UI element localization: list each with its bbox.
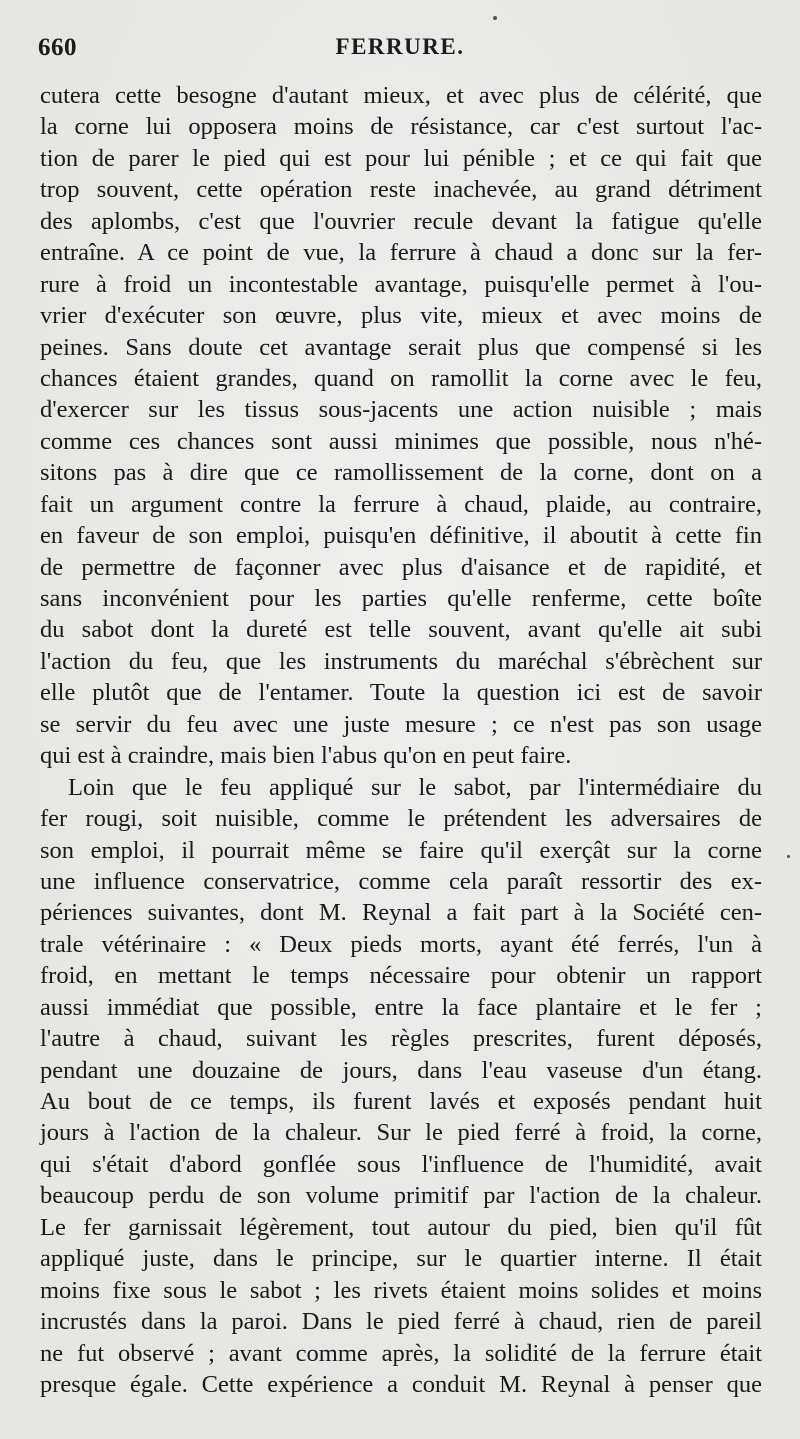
- text-line: qui est à craindre, mais bien l'abus qu'on en peut faire.: [40, 742, 572, 770]
- print-speck: [787, 855, 790, 858]
- text-line: moins fixe sous le sabot ; les rivets étaient moins solides et moins: [40, 1276, 762, 1304]
- text-line: Le fer garnissait légèrement, tout autour du pied, bien qu'il fût: [40, 1213, 762, 1241]
- text-line: du sabot dont la dureté est telle souvent, avant qu'elle ait subi: [40, 616, 762, 644]
- text-line: presque égale. Cette expérience a conduit M. Reynal à penser que: [40, 1370, 762, 1398]
- text-line: tion de parer le pied qui est pour lui pénible ; et ce qui fait que: [40, 144, 762, 172]
- text-line: ne fut observé ; avant comme après, la solidité de la ferrure était: [40, 1339, 762, 1367]
- text-line: trale vétérinaire : « Deux pieds morts, ayant été ferrés, l'un à: [40, 930, 762, 958]
- text-line: l'autre à chaud, suivant les règles prescrites, furent déposés,: [40, 1025, 762, 1053]
- text-line: vrier d'exécuter son œuvre, plus vite, mieux et avec moins de: [40, 302, 762, 330]
- text-line: de permettre de façonner avec plus d'aisance et de rapidité, et: [40, 553, 762, 581]
- text-line: cutera cette besogne d'autant mieux, et avec plus de célérité, que: [40, 82, 762, 109]
- text-line: Loin que le feu appliqué sur le sabot, par l'intermédiaire du: [68, 773, 762, 801]
- text-line: fait un argument contre la ferrure à chaud, plaide, au contraire,: [40, 490, 762, 518]
- running-title: FERRURE.: [335, 34, 465, 59]
- text-line: entraîne. A ce point de vue, la ferrure à chaud a donc sur la fer-: [40, 239, 762, 267]
- text-line: la corne lui opposera moins de résistance, car c'est surtout l'ac-: [40, 113, 762, 141]
- text-line: périences suivantes, dont M. Reynal a fait part à la Société cen-: [40, 899, 762, 927]
- text-line: sitons pas à dire que ce ramollissement de la corne, dont on a: [40, 459, 762, 487]
- text-line: froid, en mettant le temps nécessaire pour obtenir un rapport: [40, 962, 762, 990]
- text-line: fer rougi, soit nuisible, comme le prétendent les adversaires de: [40, 805, 762, 833]
- paragraph: [40, 772, 762, 1401]
- text-line: elle plutôt que de l'entamer. Toute la question ici est de savoir: [40, 679, 762, 707]
- text-line: peines. Sans doute cet avantage serait plus que compensé si les: [40, 333, 762, 361]
- text-line: trop souvent, cette opération reste inachevée, au grand détriment: [40, 176, 762, 204]
- page-header: [38, 30, 762, 70]
- text-line: une influence conservatrice, comme cela paraît ressortir des ex-: [40, 867, 762, 895]
- body-text: [40, 80, 762, 1400]
- text-line: aussi immédiat que possible, entre la face plantaire et le fer ;: [40, 993, 762, 1021]
- text-line: beaucoup perdu de son volume primitif par l'action de la chaleur.: [40, 1182, 762, 1210]
- text-line: rure à froid un incontestable avantage, puisqu'elle permet à l'ou-: [40, 270, 762, 298]
- text-line: en faveur de son emploi, puisqu'en définitive, il aboutit à cette fin: [40, 522, 762, 550]
- text-line: comme ces chances sont aussi minimes que possible, nous n'hé-: [40, 427, 762, 455]
- text-line: se servir du feu avec une juste mesure ; ce n'est pas son usage: [40, 710, 762, 738]
- text-line: d'exercer sur les tissus sous-jacents une action nuisible ; mais: [40, 396, 762, 424]
- text-line: Au bout de ce temps, ils furent lavés et exposés pendant huit: [40, 1088, 762, 1115]
- text-line: l'action du feu, que les instruments du maréchal s'ébrèchent sur: [40, 647, 762, 675]
- text-line: incrustés dans la paroi. Dans le pied ferré à chaud, rien de pareil: [40, 1308, 762, 1336]
- text-line: sans inconvénient pour les parties qu'elle renferme, cette boîte: [40, 585, 762, 612]
- print-speck: [493, 16, 497, 20]
- text-line: appliqué juste, dans le principe, sur le quartier interne. Il était: [40, 1245, 762, 1273]
- text-line: chances étaient grandes, quand on ramollit la corne avec le feu,: [40, 364, 762, 392]
- text-line: jours à l'action de la chaleur. Sur le pied ferré à froid, la corne,: [40, 1119, 762, 1147]
- text-line: des aplombs, c'est que l'ouvrier recule devant la fatigue qu'elle: [40, 207, 762, 235]
- text-line: qui s'était d'abord gonflée sous l'influence de l'humidité, avait: [40, 1150, 762, 1178]
- page-number: 660: [38, 34, 77, 61]
- paragraph: [40, 80, 762, 772]
- text-line: son emploi, il pourrait même se faire qu'il exerçât sur la corne: [40, 836, 762, 864]
- text-line: pendant une douzaine de jours, dans l'eau vaseuse d'un étang.: [40, 1056, 762, 1084]
